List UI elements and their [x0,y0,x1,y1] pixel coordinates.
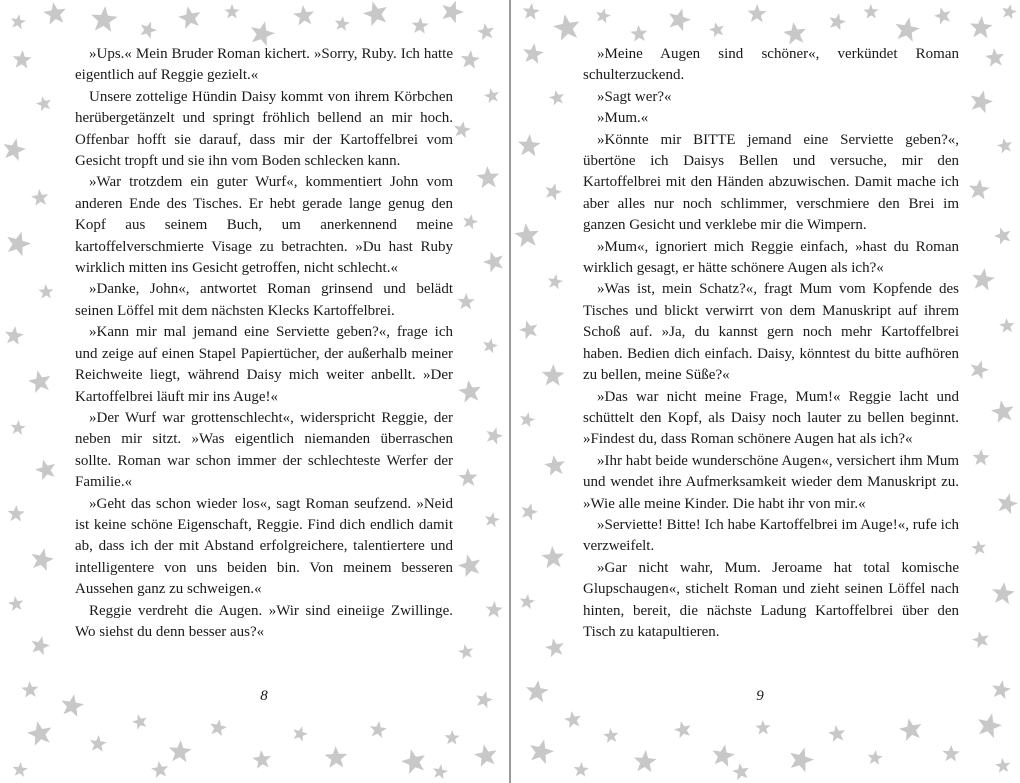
star-icon [1002,4,1017,19]
star-icon [91,6,118,32]
paragraph: »Geht das schon wieder los«, sagt Roman seufzend. »Neid ist keine schöne Eigenschaft, Reggie. Find dich endlich damit ab, dass ich der mit Abstand erfolgreichere, talentiertere und intelligentere von uns beiden bin. Von meinem besseren Aussehen ganz zu schweigen.« [75,495,453,598]
star-icon [934,7,951,24]
star-icon [548,274,563,289]
star-icon [674,721,691,738]
star-icon [132,714,147,729]
star-icon [978,713,1002,738]
star-icon [549,90,564,105]
star-icon [969,179,990,199]
star-icon [486,601,503,618]
paragraph: »Meine Augen sind schöner«, verkündet Roman schulterzuckend. [583,46,959,84]
star-icon [519,320,537,339]
star-icon [997,138,1012,153]
star-icon [546,183,563,200]
star-icon [169,740,192,762]
star-icon [999,318,1014,333]
star-icon [971,540,986,555]
star-icon [251,21,275,46]
star-icon [178,6,200,29]
star-icon [483,252,503,273]
star-icon [13,762,28,777]
star-icon [971,90,993,113]
star-icon [995,758,1010,773]
page-number: 9 [756,688,764,704]
star-icon [973,449,990,466]
star-icon [985,48,1004,67]
star-icon [141,22,158,39]
star-icon [32,548,54,571]
star-icon [992,680,1011,699]
star-icon [484,88,499,103]
star-icon [514,223,539,247]
star-icon [545,638,564,657]
star-icon [972,631,989,648]
star-icon [38,284,53,299]
star-icon [522,503,539,520]
star-icon [11,14,26,29]
star-icon [523,3,540,20]
paragraph: »Was ist, mein Schatz?«, fragt Mum vom Kopfende des Tisches und blickt verwirrt von dem Manuskript auf ihrem Schoß auf. »Ja, du kannst gern noch mehr Kartoffelbrei haben. Bedien dich einfach. Daisy, könntest du bitte aufhören zu bellen, meine Süße?« [583,281,959,384]
star-icon [442,1,464,24]
star-icon [518,134,541,156]
right-page-text [583,44,959,643]
star-icon [992,582,1015,604]
star-icon [458,293,475,310]
star-icon [363,1,387,26]
star-icon [61,694,84,717]
paragraph: »Mum«, ignoriert mich Reggie einfach, »hast du Roman wirklich gesagt, er hätte schönere Augen als ich?« [583,238,959,277]
star-icon [899,718,921,741]
star-icon [335,16,350,31]
star-icon [483,338,498,353]
star-icon [630,25,647,42]
page-number: 8 [260,688,268,704]
star-icon [8,596,23,611]
star-icon [463,214,478,229]
star-icon [709,22,724,37]
star-icon [445,730,460,745]
star-icon [32,636,51,655]
star-icon [669,9,691,32]
star-icon [526,680,549,702]
paragraph: »Könnte mir BITTE jemand eine Serviette geben?«, übertöne ich Daisys Bellen und versuche, mir den Kartoffelbrei mit den Händen abzuwischen. Damit mache ich aber alles nur noch schlimmer, verschmiere den Brei im ganzen Gesicht und verklebe mir die Wimpern. [583,131,959,234]
star-icon [790,748,814,773]
star-icon [412,17,429,34]
star-icon [11,420,26,435]
star-icon [596,8,611,23]
star-icon [252,750,271,769]
paragraph: »Serviette! Bitte! Ich habe Kartoffelbrei im Auge!«, rufe ich verzweifelt. [583,516,959,555]
paragraph: »Ihr habt beide wunderschöne Augen«, versichert ihm Mum und wendet ihre Aufmerksamkeit wieder dem Manuskript zu. »Wie alle meine Kinder. Die habt ihr von mir.« [583,452,959,512]
star-icon [553,14,579,40]
star-icon [8,505,25,522]
star-icon [13,50,32,69]
star-icon [542,364,565,386]
star-icon [896,17,920,42]
star-icon [7,232,31,257]
star-icon [971,360,989,379]
star-icon [210,719,227,736]
star-icon [783,22,806,44]
star-icon [370,721,387,738]
star-icon [603,728,618,743]
star-icon [27,721,51,746]
star-icon [541,546,564,568]
star-icon [458,468,477,486]
star-icon [458,380,481,403]
star-icon [224,4,239,19]
star-icon [401,749,425,774]
star-icon [293,726,308,741]
star-icon [5,326,24,345]
star-icon [43,2,66,25]
right-page [511,0,1020,783]
star-icon [474,744,497,767]
star-icon [477,23,494,40]
star-icon [829,13,846,30]
star-icon [454,121,471,138]
star-icon [476,166,499,188]
star-icon [564,711,581,728]
star-icon [863,4,878,19]
star-icon [991,400,1014,423]
star-icon [36,96,51,111]
star-icon [458,644,473,659]
star-icon [520,594,535,609]
star-icon [634,750,657,772]
star-icon [487,427,504,444]
star-icon [28,370,50,393]
paragraph: Unsere zottelige Hündin Daisy kommt von ihrem Körbchen herübergetänzelt und springt fröhlich bellend an mir hoch. Offenbar hofft sie darauf, dass mir der Kartoffelbrei vom Gesicht tropft und sie ihn vom Boden schlecken kann. [75,88,453,170]
star-icon [998,493,1018,514]
star-icon [21,681,38,698]
star-icon [433,764,448,779]
star-icon [868,750,883,765]
star-icon [476,691,493,708]
star-icon [31,189,48,206]
star-icon [574,762,589,777]
star-icon [972,268,995,291]
star-icon [755,720,770,735]
star-icon [293,5,314,25]
star-icon [325,746,348,768]
star-icon [458,554,480,577]
paragraph: Reggie verdreht die Augen. »Wir sind eineiige Zwillinge. Wo siehst du denn besser aus?« [75,602,453,640]
star-icon [994,227,1010,244]
star-icon [151,761,168,778]
star-icon [712,744,735,767]
star-icon [530,739,554,764]
star-icon [35,459,55,480]
paragraph: »Gar nicht wahr, Mum. Jeroame hat total komische Glupschaugen«, stichelt Roman und zieht seinen Löffel nach hinten, bereit, die nächste Ladung Kartoffelbrei über den Tisch zu katapultieren. [583,559,959,640]
left-page [0,0,509,783]
paragraph: »Ups.« Mein Bruder Roman kichert. »Sorry, Ruby. Ich hatte eigentlich auf Reggie gezielt.« [75,46,453,84]
star-icon [732,763,749,780]
star-icon [461,50,480,69]
star-icon [970,16,993,38]
star-icon [485,512,500,527]
star-icon [828,725,845,742]
paragraph: »War trotzdem ein guter Wurf«, kommentiert John vom anderen Ende des Tisches. Er hebt gerade lange genug den Kopf aus seinem Buch, um anerkennend meine kartoffelverschmierte Visage zu betrachten. »Du hast Ruby wirklich mitten ins Gesicht getroffen, nicht schlecht.« [75,174,453,277]
star-icon [520,412,535,427]
paragraph: »Danke, John«, antwortet Roman grinsend und belädt seinen Löffel mit dem nächsten Klecks Kartoffelbrei. [75,281,453,319]
star-icon [943,745,960,762]
star-icon [90,735,107,752]
paragraph: »Kann mir mal jemand eine Serviette geben?«, frage ich und zeige auf einen Stapel Papiertücher, der außerhalb meiner Reichweite liegt, während Daisy mich weiter anbellt. »Der Kartoffelbrei läuft mir ins Auge!« [75,324,453,405]
paragraph: »Das war nicht meine Frage, Mum!« Reggie lacht und schüttelt den Kopf, als Daisy noch lauter zu bellen beginnt. »Findest du, dass Roman schönere Augen hat als ich?« [583,388,959,448]
paragraph: »Sagt wer?« [597,88,672,105]
paragraph: »Der Wurf war grottenschlecht«, widerspricht Reggie, der neben mir sitzt. »Was eigentlich niemanden überraschen sollte. Roman war schon immer der schlechteste Werfer der Familie.« [75,409,453,491]
star-icon [748,4,767,22]
star-icon [523,43,544,64]
paragraph: »Mum.« [597,110,649,127]
star-icon [4,138,26,161]
left-page-text [75,44,453,643]
star-icon [544,455,565,476]
